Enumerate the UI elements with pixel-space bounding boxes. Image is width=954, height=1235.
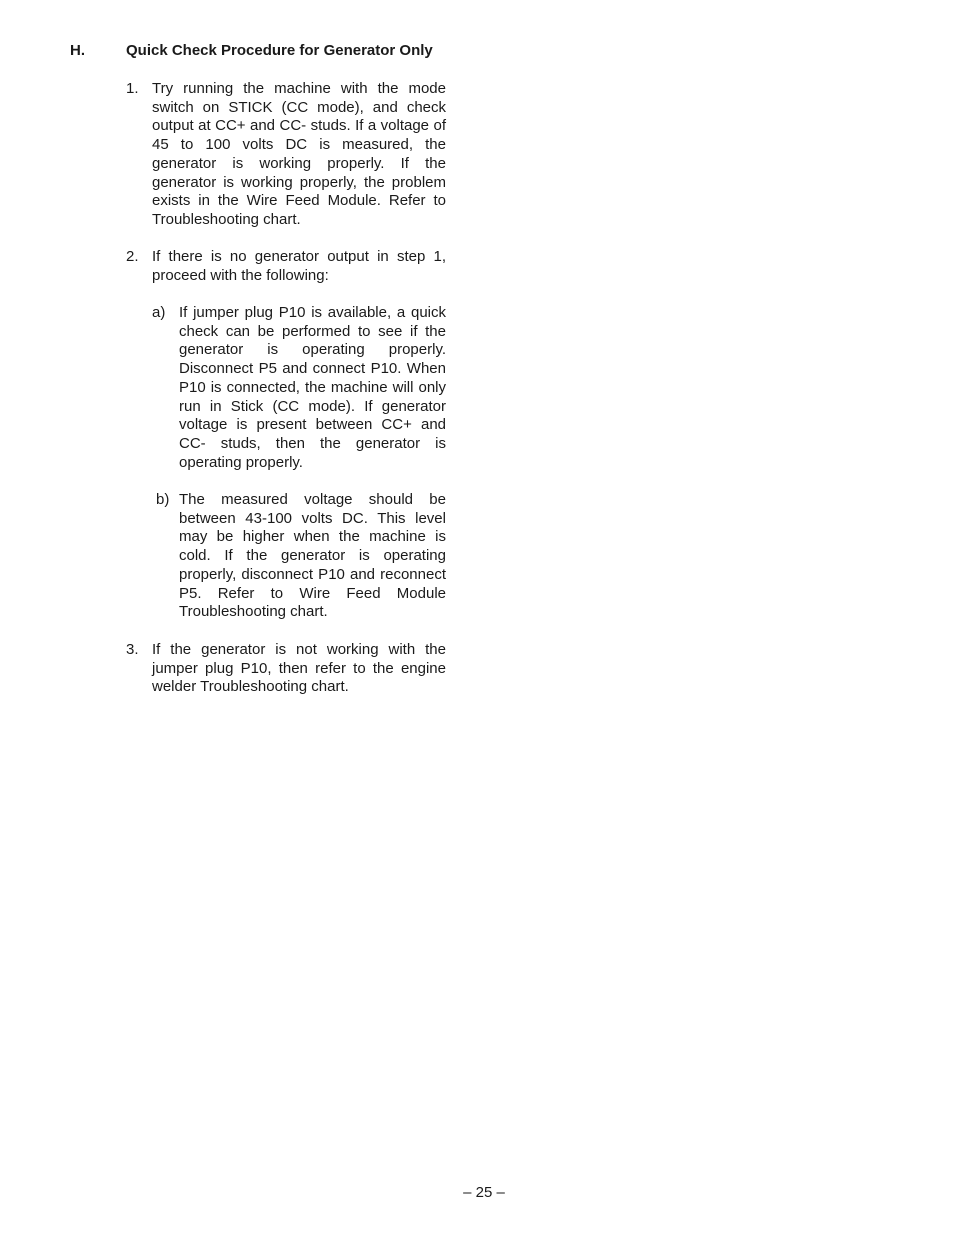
list-item-text: If the generator is not working with the jumper plug P10, then refer to the engine welder Troubleshooting chart. xyxy=(152,641,446,696)
sub-item-text: If jumper plug P10 is available, a quick check can be performed to see if the generator is operating properly. Disconnect P5 and connect P10. When P10 is connected, the machine will only run in Stick (CC mode). If generator voltage is present between CC+ and CC- studs, then the generator is operating properly. xyxy=(179,304,446,471)
list-item-3 xyxy=(126,641,446,697)
list-item-text: Try running the machine with the mode switch on STICK (CC mode), and check output at CC+ and CC- studs. If a voltage of 45 to 100 volts DC is measured, the generator is working properly. If the generator is working properly, the problem exists in the Wire Feed Module. Refer to Troubleshooting chart. xyxy=(152,80,446,228)
sub-item-label: a) xyxy=(152,304,166,321)
list-item-1 xyxy=(126,80,446,230)
sub-item-a xyxy=(152,304,446,472)
list-item-text: If there is no generator output in step 1, proceed with the following: xyxy=(152,248,446,284)
sub-item-label: b) xyxy=(156,491,170,508)
list-item-number: 3. xyxy=(126,641,139,658)
section-title: Quick Check Procedure for Generator Only xyxy=(126,42,433,59)
sub-item-b xyxy=(152,491,446,622)
page-number: – 25 – xyxy=(463,1184,505,1201)
sub-item-text: The measured voltage should be between 43-100 volts DC. This level may be higher when the machine is cold. If the generator is operating properly, disconnect P10 and reconnect P5. Refer to Wire Feed Module Troubleshooting chart. xyxy=(179,491,446,621)
list-item-number: 2. xyxy=(126,248,139,265)
section-letter: H. xyxy=(70,42,85,59)
list-item-2 xyxy=(126,248,446,285)
list-item-number: 1. xyxy=(126,80,139,97)
